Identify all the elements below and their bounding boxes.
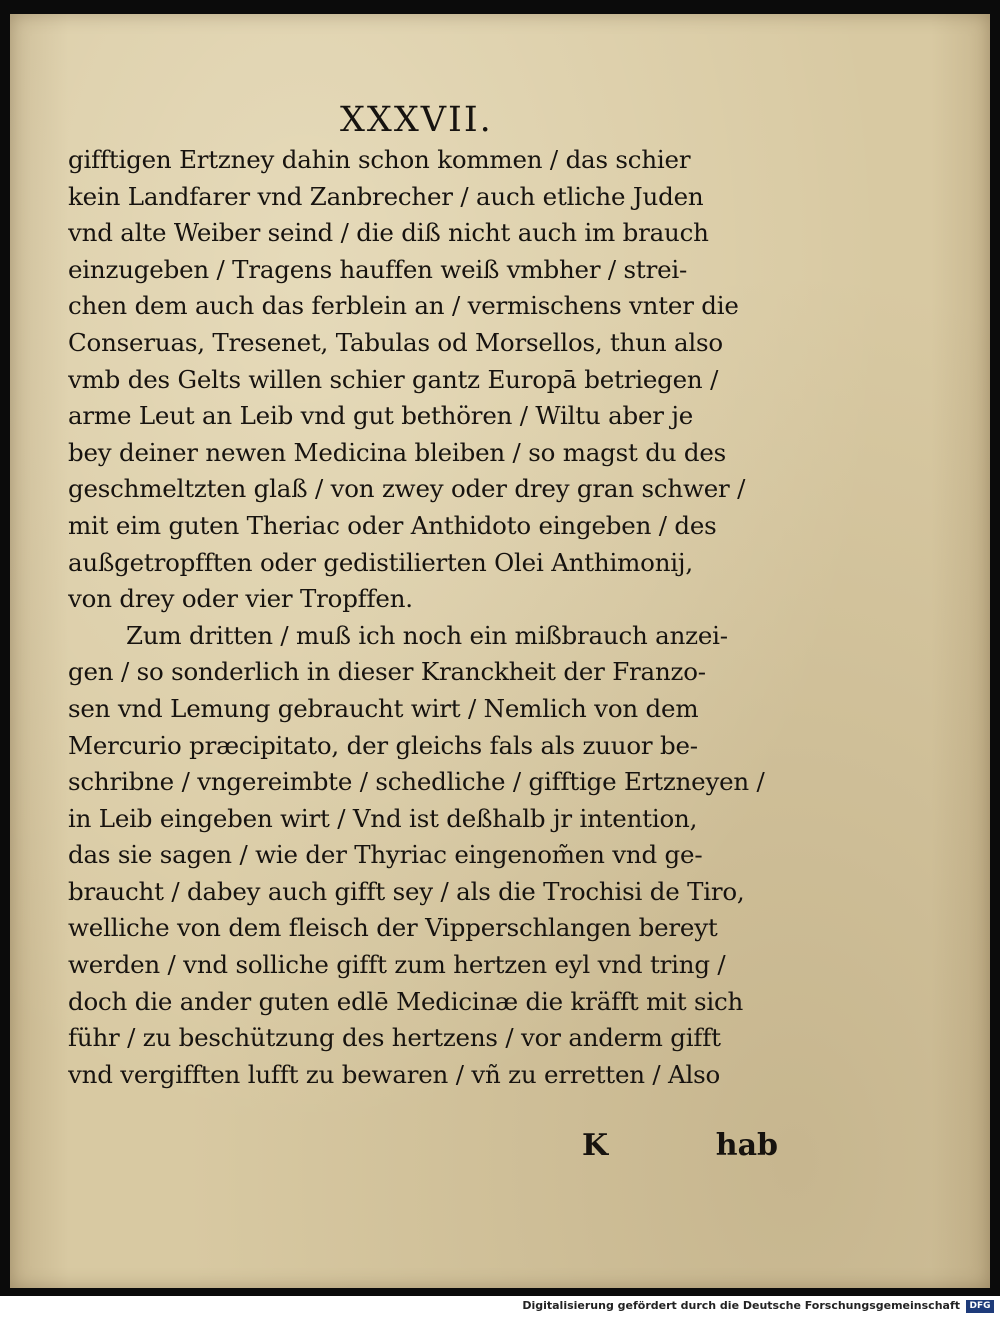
signature-mark: K <box>582 1128 609 1163</box>
text-line: werden / vnd solliche gifft zum hertzen eyl vnd tring / <box>68 950 726 980</box>
text-line: bey deiner newen Medicina bleiben / so magst du des <box>68 437 727 467</box>
text-line: sen vnd Lemung gebraucht wirt / Nemlich von dem <box>68 693 699 723</box>
text-line: einzugeben / Tragens hauffen weiß vmbher / strei- <box>68 254 688 284</box>
text-line: doch die ander guten edlē Medicinæ die kräfft mit sich <box>68 986 744 1016</box>
text-line: braucht / dabey auch gifft sey / als die Trochisi de Tiro, <box>68 876 745 906</box>
text-line: vnd alte Weiber seind / die diß nicht auch im brauch <box>68 218 709 248</box>
text-line: in Leib eingeben wirt / Vnd ist deßhalb jr intention, <box>68 803 698 833</box>
folio-number: XXXVII. <box>340 100 493 140</box>
text-line: führ / zu beschützung des hertzens / vor anderm gifft <box>68 1023 721 1053</box>
text-line: vmb des Gelts willen schier gantz Europā betriegen / <box>68 364 719 394</box>
text-line: kein Landfarer vnd Zanbrecher / auch etliche Juden <box>68 181 704 211</box>
text-line: das sie sagen / wie der Thyriac eingenom̃en vnd ge- <box>68 840 703 870</box>
catchword: hab <box>715 1128 778 1163</box>
funding-note: Digitalisierung gefördert durch die Deutsche Forschungsgemeinschaft <box>522 1299 960 1312</box>
footer-bar <box>0 1296 1000 1318</box>
text-line: gen / so sonderlich in dieser Kranckheit der Franzo- <box>68 657 706 687</box>
text-line: Zum dritten / muß ich noch ein mißbrauch anzei- <box>126 620 728 650</box>
text-line: gifftigen Ertzney dahin schon kommen / das schier <box>68 145 691 174</box>
text-line: von drey oder vier Tropffen. <box>68 584 413 614</box>
text-line: welliche von dem fleisch der Vipperschlangen bereyt <box>68 913 718 943</box>
text-line: geschmeltzten glaß / von zwey oder drey gran schwer / <box>68 474 746 504</box>
book-page <box>10 14 990 1288</box>
text-line: schribne / vngereimbte / schedliche / gifftige Ertzneyen / <box>68 767 765 797</box>
text-line: chen dem auch das ferblein an / vermischens vnter die <box>68 291 739 321</box>
text-line: Mercurio præcipitato, der gleichs fals als zuuor be- <box>68 730 698 760</box>
body-text <box>68 142 828 1093</box>
text-line: vnd vergifften lufft zu bewaren / vñ zu erretten / Also <box>68 1059 721 1089</box>
text-line: mit eim guten Theriac oder Anthidoto eingeben / des <box>68 510 717 540</box>
text-line: Conseruas, Tresenet, Tabulas od Morsellos, thun also <box>68 327 723 357</box>
text-line: außgetropfften oder gedistilierten Olei Anthimonij, <box>68 547 693 577</box>
page-foot <box>570 1128 790 1168</box>
text-line: arme Leut an Leib vnd gut bethören / Wiltu aber je <box>68 401 694 431</box>
dfg-logo: DFG <box>966 1300 994 1313</box>
